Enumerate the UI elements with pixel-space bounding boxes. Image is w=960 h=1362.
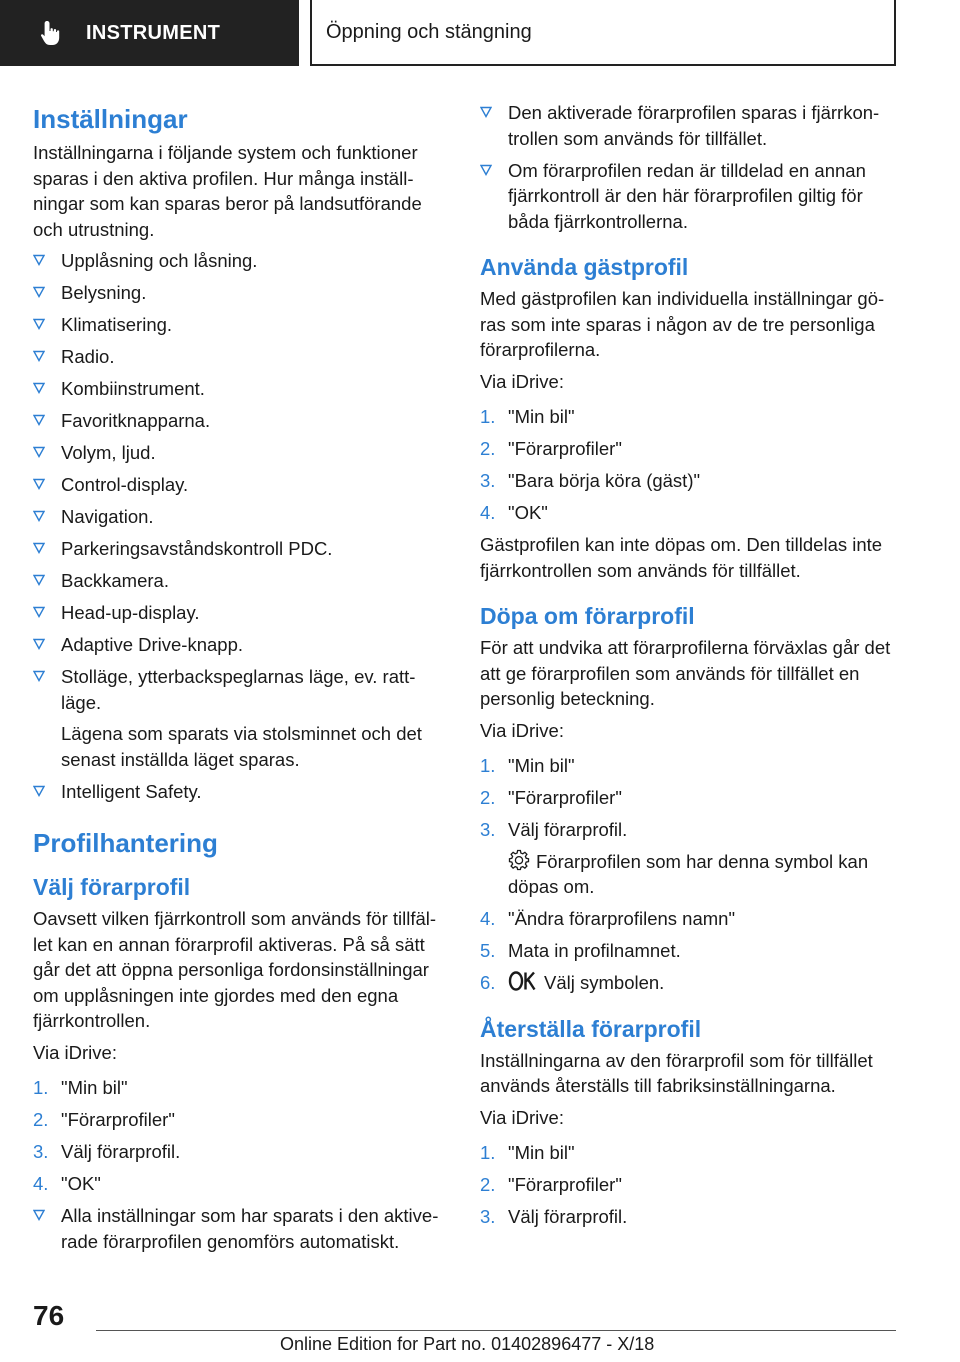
- list-item-note: Lägena som sparats via stolsminnet och det senast inställda läget sparas.: [61, 723, 422, 770]
- list-item: Adaptive Drive-knapp.: [33, 632, 448, 658]
- list-item: 3. Välj förarprofil.: [33, 1141, 181, 1162]
- triangle-bullet-icon: [33, 478, 45, 490]
- list-item: Kombiinstrument.: [33, 376, 448, 402]
- chapter-label: Öppning och stängning: [326, 20, 532, 43]
- list-item: Navigation.: [33, 504, 448, 530]
- guest-profile-outro: Gästprofilen kan inte döpas om. Den tilldelas inte fjärrkontrollen som används för tillfället.: [480, 534, 883, 581]
- list-item: 1. "Min bil": [480, 755, 575, 776]
- rename-step-note: Förarprofilen som har denna symbol kan döpas om.: [508, 850, 869, 897]
- select-profile-heading: Välj förarprofil: [33, 874, 191, 900]
- list-item: Favoritknapparna.: [33, 408, 448, 434]
- triangle-bullet-icon: [33, 286, 45, 298]
- list-item: 2. "Förarprofiler": [480, 787, 622, 808]
- triangle-bullet-icon: [33, 606, 45, 618]
- list-item: 4. "OK": [33, 1173, 101, 1194]
- rename-profile-heading: Döpa om förarprofil: [480, 603, 695, 629]
- triangle-bullet-icon: [33, 510, 45, 522]
- list-item: 2. "Förarprofiler": [33, 1109, 175, 1130]
- triangle-bullet-icon: [33, 638, 45, 650]
- list-item: 1. "Min bil": [33, 1077, 128, 1098]
- list-item: Den aktiverade förarprofilen sparas i fjärrkontrollen som används för tillfället.: [480, 100, 900, 151]
- list-item: Control-display.: [33, 472, 448, 498]
- reset-profile-heading: Återställa förarprofil: [480, 1015, 702, 1042]
- via-idrive-label: Via iDrive:: [33, 1041, 117, 1063]
- guest-profile-intro: Med gästprofilen kan individuella inställningar göras som inte sparas i någon av de tre personliga förarprofilerna.: [480, 288, 885, 360]
- list-item: Stolläge, ytterbackspeglarnas läge, ev. rattläge. Lägena som sparats via stolsminnet och det senast inställda läget sparas.: [33, 664, 448, 772]
- triangle-bullet-icon: [480, 106, 492, 118]
- triangle-bullet-icon: [33, 254, 45, 266]
- list-item: Head-up-display.: [33, 600, 448, 626]
- triangle-bullet-icon: [33, 414, 45, 426]
- triangle-bullet-icon: [33, 670, 45, 682]
- via-idrive-label: Via iDrive:: [480, 370, 564, 392]
- rename-profile-steps: [480, 753, 900, 996]
- page-number: 76: [33, 1300, 65, 1331]
- list-item: Volym, ljud.: [33, 440, 448, 466]
- list-item: 2. "Förarprofiler": [480, 1174, 622, 1195]
- list-item: Alla inställningar som har sparats i den aktiverade förarprofilen genomförs automatiskt.: [33, 1203, 448, 1254]
- triangle-bullet-icon: [33, 574, 45, 586]
- list-item: 3. Välj förarprofil. Förarprofilen som har denna symbol kan döpas om.: [480, 817, 900, 900]
- select-profile-notes-continued: [480, 100, 900, 234]
- select-profile-intro: Oavsett vilken fjärrkontroll som används för tillfället kan en annan förarprofil aktiveras. På så sätt går det att öppna personliga fordonsinställningar om upplåsningen inte gjordes med den egna fjärrkontrollen.: [33, 908, 437, 1031]
- list-item: Parkeringsavståndskontroll PDC.: [33, 536, 448, 562]
- triangle-bullet-icon: [33, 318, 45, 330]
- guest-profile-heading: Använda gästprofil: [480, 254, 689, 280]
- settings-heading: Inställningar: [33, 104, 188, 134]
- gear-icon: [508, 849, 530, 871]
- list-item: 3. "Bara börja köra (gäst)": [480, 470, 701, 491]
- section-tab: [0, 0, 299, 66]
- triangle-bullet-icon: [33, 382, 45, 394]
- section-label: INSTRUMENT: [86, 21, 221, 44]
- list-item: 6. Välj symbolen.: [480, 972, 665, 993]
- rename-profile-intro: För att undvika att förarprofilerna förväxlas går det att ge förarprofilen som används för tillfället en personlig beteckning.: [480, 637, 891, 709]
- list-item: 4. "OK": [480, 502, 548, 523]
- triangle-bullet-icon: [33, 785, 45, 797]
- triangle-bullet-icon: [480, 164, 492, 176]
- list-item: Radio.: [33, 344, 448, 370]
- page-header: [0, 0, 960, 66]
- footer-divider: [96, 1330, 896, 1331]
- select-profile-steps: [33, 1075, 448, 1197]
- list-item: 3. Välj förarprofil.: [480, 1206, 628, 1227]
- triangle-bullet-icon: [33, 542, 45, 554]
- via-idrive-label: Via iDrive:: [480, 1106, 564, 1128]
- list-item: 4. "Ändra förarprofilens namn": [480, 908, 736, 929]
- list-item: 1. "Min bil": [480, 1142, 575, 1163]
- hand-pointer-icon: [36, 18, 66, 48]
- list-item: 2. "Förarprofiler": [480, 438, 622, 459]
- list-item: 5. Mata in profilnamnet.: [480, 940, 681, 961]
- left-column: [33, 100, 448, 1261]
- guest-profile-steps: [480, 404, 900, 526]
- settings-list: [33, 248, 448, 804]
- list-item: 1. "Min bil": [480, 406, 575, 427]
- list-item: Belysning.: [33, 280, 448, 306]
- ok-icon: [508, 970, 538, 992]
- triangle-bullet-icon: [33, 446, 45, 458]
- list-item: Klimatisering.: [33, 312, 448, 338]
- list-item: Upplåsning och låsning.: [33, 248, 448, 274]
- right-column: [480, 100, 900, 1236]
- reset-profile-intro: Inställningarna av den förarprofil som för tillfället används återställs till fabriksinställningarna.: [480, 1049, 873, 1096]
- triangle-bullet-icon: [33, 1209, 45, 1221]
- via-idrive-label: Via iDrive:: [480, 719, 564, 741]
- chapter-tab: [310, 0, 896, 66]
- edition-text: Online Edition for Part no. 01402896477 - X/18: [280, 1334, 655, 1354]
- settings-intro: Inställningarna i följande system och funktioner sparas i den aktiva profilen. Hur många inställningar som kan sparas beror på landsutförande och utrustning.: [33, 142, 422, 240]
- triangle-bullet-icon: [33, 350, 45, 362]
- list-item: Intelligent Safety.: [33, 779, 448, 805]
- profile-heading: Profilhantering: [33, 828, 218, 858]
- reset-profile-steps: [480, 1140, 900, 1230]
- select-profile-notes: [33, 1203, 448, 1254]
- list-item: Backkamera.: [33, 568, 448, 594]
- list-item: Om förarprofilen redan är tilldelad en annan fjärrkontroll är den här förarprofilen giltig för båda fjärrkontrollerna.: [480, 158, 900, 235]
